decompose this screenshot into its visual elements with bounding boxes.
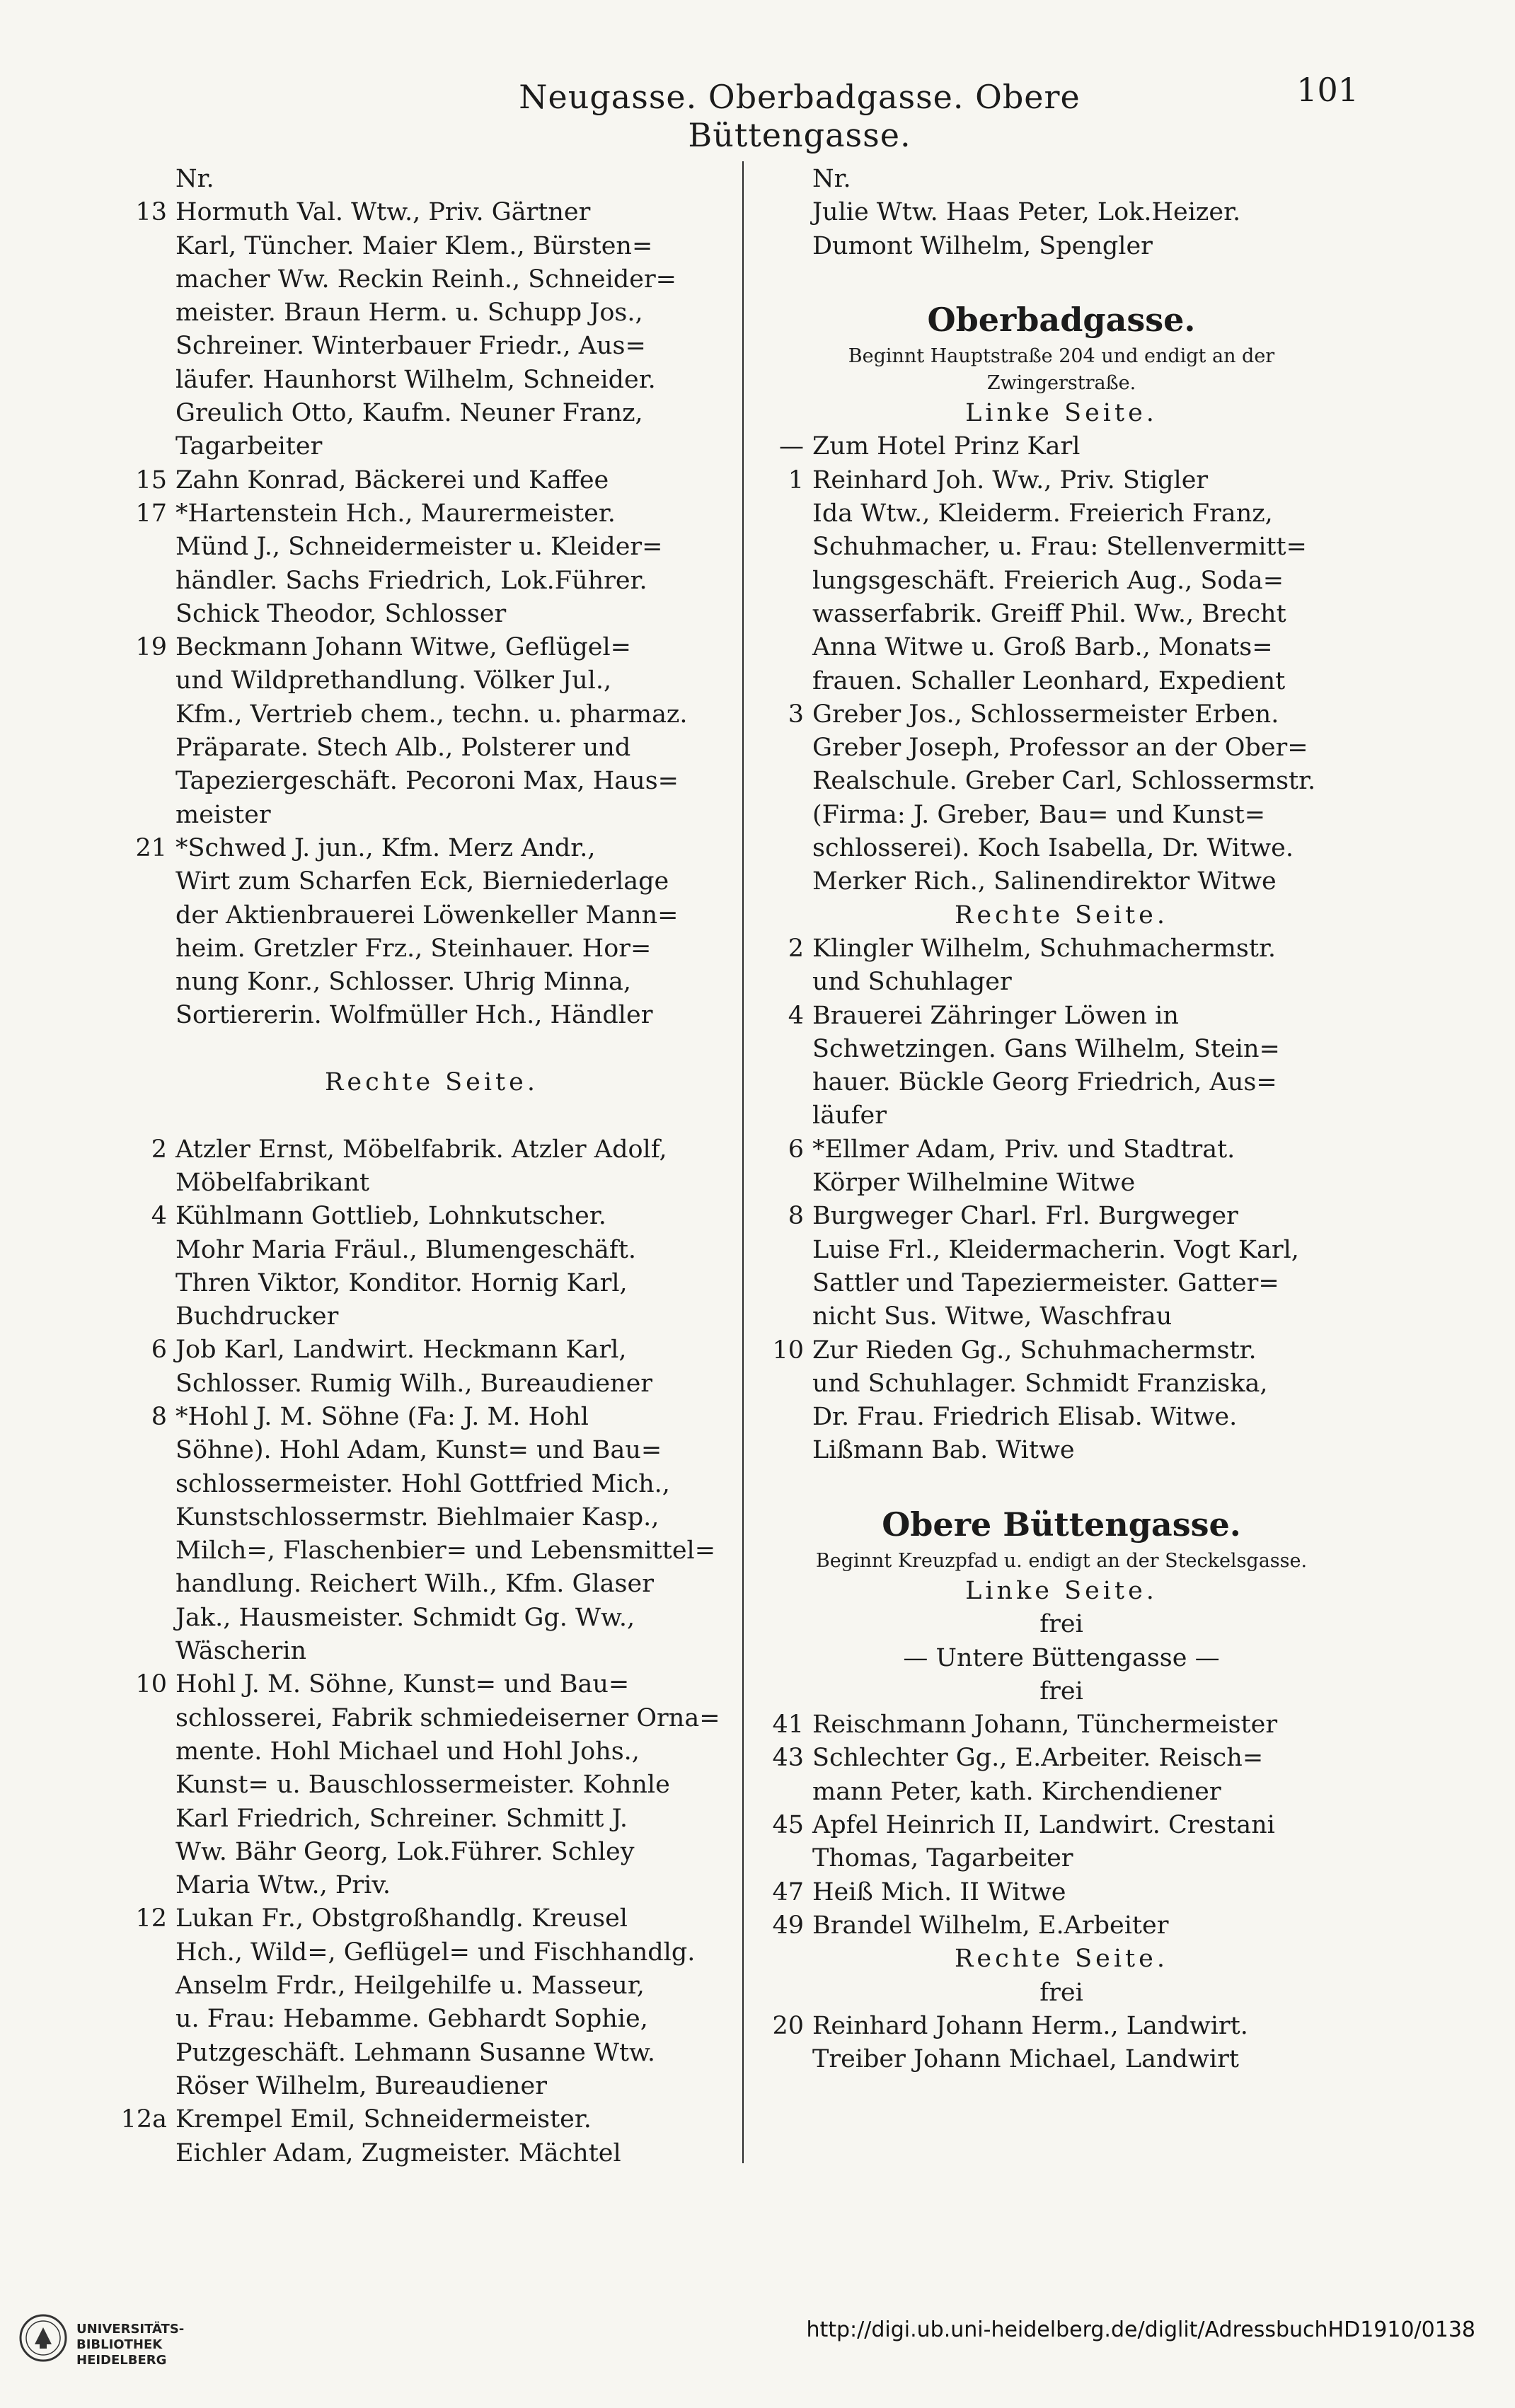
source-url[interactable]: http://digi.ub.uni-heidelberg.de/diglit/AdressbuchHD1910/0138: [806, 2317, 1475, 2342]
entry-text: Zur Rieden Gg., Schuhmachermstr.: [812, 1336, 1257, 1365]
directory-line: [757, 966, 1366, 999]
library-name: UNIVERSITÄTS- BIBLIOTHEK HEIDELBERG: [76, 2322, 185, 2368]
entry-text: Wirt zum Scharfen Eck, Bierniederlage: [175, 867, 669, 896]
directory-line: [120, 230, 743, 263]
entry-text: Schlosser. Rumig Wilh., Bureaudiener: [175, 1369, 653, 1398]
directory-line: [120, 2037, 743, 2070]
entry-text: Kunstschlossermstr. Biehlmaier Kasp.,: [175, 1503, 659, 1532]
entry-text: Atzler Ernst, Möbelfabrik. Atzler Adolf,: [175, 1135, 667, 1164]
directory-line: [120, 196, 743, 229]
house-number: 3: [788, 700, 804, 729]
directory-line: [757, 1708, 1366, 1742]
entry-text: Buchdrucker: [175, 1302, 339, 1331]
side-heading: Rechte Seite.: [325, 1068, 538, 1097]
directory-line: [120, 1902, 743, 1935]
street-heading: Oberbadgasse.: [927, 301, 1196, 340]
directory-line: [757, 799, 1366, 832]
directory-line: [120, 2003, 743, 2036]
entry-text: Lukan Fr., Obstgroßhandlg. Kreusel: [175, 1904, 628, 1933]
entry-text: handlung. Reichert Wilh., Kfm. Glaser: [175, 1570, 654, 1599]
entry-text: Brandel Wilhelm, E.Arbeiter: [812, 1911, 1169, 1940]
directory-line: [120, 565, 743, 598]
entry-text: Thomas, Tagarbeiter: [812, 1844, 1073, 1873]
house-number: 2: [788, 934, 804, 963]
entry-text: u. Frau: Hebamme. Gebhardt Sophie,: [175, 2005, 648, 2034]
directory-line: [757, 430, 1366, 463]
side-heading: Rechte Seite.: [955, 1945, 1168, 1974]
directory-line: [757, 1434, 1366, 1467]
entry-text: Brauerei Zähringer Löwen in: [812, 1001, 1179, 1030]
directory-line: [757, 731, 1366, 765]
directory-line: [757, 1876, 1366, 1909]
side-heading: Linke Seite.: [965, 399, 1158, 428]
directory-line: [120, 497, 743, 531]
side-heading: Linke Seite.: [965, 1576, 1158, 1605]
entry-text: Heiß Mich. II Witwe: [812, 1877, 1066, 1906]
entry-text: *Ellmer Adam, Priv. und Stadtrat.: [812, 1135, 1235, 1164]
directory-line: [120, 364, 743, 397]
entry-text: nicht Sus. Witwe, Waschfrau: [812, 1302, 1173, 1331]
entry-text: Anselm Frdr., Heilgehilfe u. Masseur,: [175, 1972, 645, 2001]
centered-note: frei: [1039, 1677, 1083, 1706]
entry-text: Realschule. Greber Carl, Schlossermstr.: [812, 767, 1316, 796]
directory-line: [120, 966, 743, 999]
directory-line: [757, 665, 1366, 698]
house-number: 1: [788, 465, 804, 494]
centered-note: frei: [1039, 1610, 1083, 1639]
entry-text: Tapeziergeschäft. Pecoroni Max, Haus=: [175, 767, 679, 796]
entry-text: Tagarbeiter: [175, 432, 323, 461]
entry-text: Anna Witwe u. Groß Barb., Monats=: [812, 633, 1273, 662]
entry-text: Kühlmann Gottlieb, Lohnkutscher.: [175, 1202, 606, 1231]
entry-text: läufer: [812, 1101, 887, 1130]
directory-line: [757, 1401, 1366, 1434]
house-number: 45: [772, 1811, 804, 1840]
entry-text: nung Konr., Schlosser. Uhrig Minna,: [175, 968, 631, 997]
directory-line: [120, 330, 743, 363]
entry-text: Klingler Wilhelm, Schuhmachermstr.: [812, 934, 1276, 963]
directory-line: [120, 263, 743, 296]
spacer: [757, 263, 1366, 296]
entry-text: Milch=, Flaschenbier= und Lebensmittel=: [175, 1536, 716, 1565]
left-column: [120, 163, 743, 2170]
entry-text: Sortiererin. Wolfmüller Hch., Händler: [175, 1001, 653, 1030]
directory-line: [757, 1300, 1366, 1333]
directory-line: [757, 196, 1366, 229]
house-number: 47: [772, 1877, 804, 1906]
directory-line: [757, 531, 1366, 564]
house-number: 2: [151, 1135, 167, 1164]
entry-text: *Hartenstein Hch., Maurermeister.: [175, 499, 616, 528]
entry-text: läufer. Haunhorst Wilhelm, Schneider.: [175, 365, 656, 394]
directory-line: [757, 1367, 1366, 1401]
entry-text: der Aktienbrauerei Löwenkeller Mann=: [175, 901, 679, 930]
entry-text: mann Peter, kath. Kirchendiener: [812, 1777, 1221, 1806]
entry-text: Ida Wtw., Kleiderm. Freierich Franz,: [812, 499, 1273, 528]
page-number: 101: [1296, 71, 1359, 109]
directory-line: [757, 1066, 1366, 1099]
entry-text: Hch., Wild=, Geflügel= und Fischhandlg.: [175, 1938, 696, 1967]
entry-text: Burgweger Charl. Frl. Burgweger: [812, 1202, 1238, 1231]
directory-line: [120, 865, 743, 898]
entry-text: Nr.: [812, 165, 851, 193]
house-number: 41: [772, 1711, 804, 1740]
entry-text: Treiber Johann Michael, Landwirt: [812, 2045, 1239, 2074]
directory-line: [757, 932, 1366, 966]
directory-line: [120, 1468, 743, 1501]
directory-line: [757, 832, 1366, 865]
directory-line: [120, 1267, 743, 1300]
entry-text: Schuhmacher, u. Frau: Stellenvermitt=: [812, 533, 1307, 562]
house-number: 6: [151, 1336, 167, 1365]
entry-text: Dr. Frau. Friedrich Elisab. Witwe.: [812, 1403, 1238, 1432]
entry-text: frauen. Schaller Leonhard, Expedient: [812, 666, 1286, 695]
street-heading: Obere Büttengasse.: [882, 1505, 1241, 1544]
entry-text: Eichler Adam, Zugmeister. Mächtel: [175, 2138, 621, 2167]
entry-text: händler. Sachs Friedrich, Lok.Führer.: [175, 566, 647, 595]
directory-line: [120, 664, 743, 697]
directory-line: [757, 1842, 1366, 1875]
entry-text: Ww. Bähr Georg, Lok.Führer. Schley: [175, 1837, 635, 1866]
directory-line: [757, 1167, 1366, 1200]
directory-line: [120, 1200, 743, 1233]
directory-line: [120, 1836, 743, 1869]
directory-line: [120, 1802, 743, 1836]
house-number: 8: [151, 1402, 167, 1431]
directory-line: [120, 731, 743, 765]
house-number: 4: [788, 1001, 804, 1030]
house-number: 21: [135, 833, 167, 862]
directory-line: [120, 2103, 743, 2136]
directory-line: [120, 598, 743, 631]
entry-text: (Firma: J. Greber, Bau= und Kunst=: [812, 800, 1266, 829]
directory-line: [120, 464, 743, 497]
entry-text: Präparate. Stech Alb., Polsterer und: [175, 734, 631, 763]
spacer: [120, 1033, 743, 1066]
directory-line: [120, 698, 743, 731]
house-number: 43: [772, 1744, 804, 1773]
directory-line: [120, 1501, 743, 1534]
house-number: 4: [151, 1202, 167, 1231]
directory-line: [120, 1167, 743, 1200]
house-number: 19: [135, 633, 167, 662]
entry-text: Reischmann Johann, Tünchermeister: [812, 1711, 1278, 1740]
entry-text: schlosserei, Fabrik schmiedeiserner Orna=: [175, 1703, 720, 1732]
entry-text: Maria Wtw., Priv.: [175, 1871, 391, 1900]
entry-text: Apfel Heinrich II, Landwirt. Crestani: [812, 1811, 1275, 1840]
directory-line: [120, 1769, 743, 1802]
directory-line: [757, 230, 1366, 263]
house-number: 12: [135, 1904, 167, 1933]
directory-line: [757, 1133, 1366, 1167]
directory-line: [120, 1969, 743, 2003]
directory-line: [120, 1702, 743, 1735]
entry-text: Reinhard Johann Herm., Landwirt.: [812, 2011, 1248, 2040]
house-number: 15: [135, 465, 167, 494]
directory-line: [757, 1909, 1366, 1943]
entry-text: meister: [175, 800, 271, 829]
entry-text: Jak., Hausmeister. Schmidt Gg. Ww.,: [175, 1603, 635, 1632]
entry-text: Putzgeschäft. Lehmann Susanne Wtw.: [175, 2038, 655, 2067]
entry-text: schlossermeister. Hohl Gottfried Mich.,: [175, 1469, 670, 1498]
street-description: Beginnt Hauptstraße 204 und endigt an der: [848, 345, 1275, 368]
entry-text: Röser Wilhelm, Bureaudiener: [175, 2071, 547, 2100]
directory-line: [757, 765, 1366, 798]
footer-bar: [0, 2285, 1515, 2408]
directory-line: [120, 1568, 743, 1601]
entry-text: Wäscherin: [175, 1637, 307, 1666]
directory-line: [120, 1735, 743, 1769]
directory-line: [757, 1234, 1366, 1267]
entry-text: Sattler und Tapeziermeister. Gatter=: [812, 1268, 1279, 1297]
house-number: 8: [788, 1202, 804, 1231]
entry-text: *Hohl J. M. Söhne (Fa: J. M. Hohl: [175, 1402, 589, 1431]
house-number: 6: [788, 1135, 804, 1164]
directory-line: [120, 631, 743, 664]
entry-text: *Schwed J. jun., Kfm. Merz Andr.,: [175, 833, 596, 862]
directory-line: [757, 1809, 1366, 1842]
directory-line: [757, 2043, 1366, 2076]
directory-line: [757, 1334, 1366, 1367]
directory-line: [120, 430, 743, 463]
directory-line: [120, 799, 743, 832]
house-number: 10: [772, 1336, 804, 1365]
spacer: [757, 1468, 1366, 1501]
directory-line: [120, 1936, 743, 1969]
entry-text: hauer. Bückle Georg Friedrich, Aus=: [812, 1068, 1277, 1097]
directory-line: [757, 1099, 1366, 1133]
street-description: Beginnt Kreuzpfad u. endigt an der Steckelsgasse.: [815, 1549, 1308, 1572]
directory-line: [120, 999, 743, 1032]
entry-text: Körper Wilhelmine Witwe: [812, 1169, 1136, 1198]
directory-line: [757, 2010, 1366, 2043]
entry-text: Schick Theodor, Schlosser: [175, 599, 507, 628]
directory-line: [120, 1300, 743, 1333]
street-description: Zwingerstraße.: [986, 372, 1136, 395]
house-number: 12a: [120, 2105, 167, 2134]
entry-text: Greulich Otto, Kaufm. Neuner Franz,: [175, 399, 643, 428]
directory-line: [757, 1776, 1366, 1809]
directory-line: [757, 698, 1366, 731]
directory-line: [120, 296, 743, 330]
entry-text: Merker Rich., Salinendirektor Witwe: [812, 867, 1277, 896]
directory-line: [757, 1742, 1366, 1775]
running-title: Neugasse. Oberbadgasse. Obere Büttengasse.: [519, 78, 1081, 154]
directory-line: [120, 1869, 743, 1902]
entry-text: Julie Wtw. Haas Peter, Lok.Heizer.: [812, 198, 1241, 227]
entry-text: Möbelfabrikant: [175, 1168, 370, 1197]
house-number: 17: [135, 499, 167, 528]
directory-line: [120, 531, 743, 564]
entry-text: Münd J., Schneidermeister u. Kleider=: [175, 533, 663, 562]
entry-text: Nr.: [175, 165, 214, 193]
directory-line: [120, 397, 743, 430]
directory-line: [120, 1602, 743, 1635]
entry-text: und Schuhlager: [812, 968, 1012, 997]
directory-line: [757, 631, 1366, 664]
directory-line: [757, 1033, 1366, 1066]
entry-text: Schreiner. Winterbauer Friedr., Aus=: [175, 332, 646, 361]
entry-text: Hormuth Val. Wtw., Priv. Gärtner: [175, 198, 591, 227]
entry-text: Karl, Tüncher. Maier Klem., Bürsten=: [175, 231, 653, 260]
entry-text: Reinhard Joh. Ww., Priv. Stigler: [812, 465, 1209, 494]
entry-text: mente. Hohl Michael und Hohl Johs.,: [175, 1737, 640, 1766]
entry-text: Kunst= u. Bauschlossermeister. Kohnle: [175, 1771, 670, 1800]
directory-line: [120, 1234, 743, 1267]
entry-text: und Schuhlager. Schmidt Franziska,: [812, 1369, 1268, 1398]
spacer: [120, 1099, 743, 1133]
entry-text: Krempel Emil, Schneidermeister.: [175, 2105, 592, 2134]
directory-line: [757, 1200, 1366, 1233]
entry-text: Greber Joseph, Professor an der Ober=: [812, 734, 1308, 763]
side-heading: Rechte Seite.: [955, 901, 1168, 930]
centered-note: frei: [1039, 1978, 1083, 2007]
entry-text: Karl Friedrich, Schreiner. Schmitt J.: [175, 1804, 628, 1833]
entry-text: macher Ww. Reckin Reinh., Schneider=: [175, 265, 676, 294]
directory-line: [757, 464, 1366, 497]
directory-line: [120, 932, 743, 966]
entry-text: Mohr Maria Fräul., Blumengeschäft.: [175, 1235, 637, 1264]
entry-text: heim. Gretzler Frz., Steinhauer. Hor=: [175, 934, 652, 963]
entry-text: Zum Hotel Prinz Karl: [812, 432, 1081, 461]
entry-text: meister. Braun Herm. u. Schupp Jos.,: [175, 299, 643, 328]
directory-line: [120, 1434, 743, 1467]
entry-text: wasserfabrik. Greiff Phil. Ww., Brecht: [812, 599, 1286, 628]
entry-text: Job Karl, Landwirt. Heckmann Karl,: [175, 1336, 627, 1365]
entry-text: und Wildprethandlung. Völker Jul.,: [175, 666, 612, 695]
entry-text: Greber Jos., Schlossermeister Erben.: [812, 700, 1279, 729]
directory-line: [120, 1401, 743, 1434]
directory-line: [120, 1333, 743, 1367]
entry-text: Schlechter Gg., E.Arbeiter. Reisch=: [812, 1744, 1264, 1773]
entry-text: Schwetzingen. Gans Wilhelm, Stein=: [812, 1034, 1280, 1063]
directory-line: [120, 1367, 743, 1401]
right-column: [757, 163, 1366, 2076]
directory-line: [757, 163, 1366, 196]
house-number: 13: [135, 198, 167, 227]
entry-text: Luise Frl., Kleidermacherin. Vogt Karl,: [812, 1235, 1299, 1264]
entry-text: Dumont Wilhelm, Spengler: [812, 231, 1153, 260]
house-number: 20: [772, 2011, 804, 2040]
directory-line: [120, 899, 743, 932]
directory-line: [120, 1668, 743, 1701]
house-number: 49: [772, 1911, 804, 1940]
university-seal-icon: [18, 2313, 68, 2363]
directory-line: [120, 765, 743, 798]
directory-line: [120, 163, 743, 196]
directory-line: [120, 832, 743, 865]
entry-text: Zahn Konrad, Bäckerei und Kaffee: [175, 465, 609, 494]
directory-line: [120, 1534, 743, 1568]
directory-line: [120, 2070, 743, 2103]
directory-line: [120, 1635, 743, 1668]
entry-text: Thren Viktor, Konditor. Hornig Karl,: [175, 1268, 628, 1297]
directory-line: [757, 598, 1366, 631]
house-number: —: [779, 432, 804, 461]
entry-text: Lißmann Bab. Witwe: [812, 1436, 1075, 1465]
entry-text: Söhne). Hohl Adam, Kunst= und Bau=: [175, 1436, 662, 1465]
entry-text: schlosserei). Koch Isabella, Dr. Witwe.: [812, 834, 1294, 863]
entry-text: Kfm., Vertrieb chem., techn. u. pharmaz.: [175, 700, 688, 729]
entry-text: lungsgeschäft. Freierich Aug., Soda=: [812, 566, 1284, 595]
directory-line: [120, 1133, 743, 1167]
directory-line: [757, 1000, 1366, 1033]
directory-line: [757, 865, 1366, 898]
centered-note: — Untere Büttengasse —: [903, 1643, 1220, 1672]
entry-text: Hohl J. M. Söhne, Kunst= und Bau=: [175, 1670, 630, 1699]
directory-line: [120, 2137, 743, 2170]
directory-line: [757, 497, 1366, 531]
house-number: 10: [135, 1670, 167, 1699]
directory-line: [757, 565, 1366, 598]
directory-line: [757, 1267, 1366, 1300]
entry-text: Beckmann Johann Witwe, Geflügel=: [175, 633, 631, 662]
